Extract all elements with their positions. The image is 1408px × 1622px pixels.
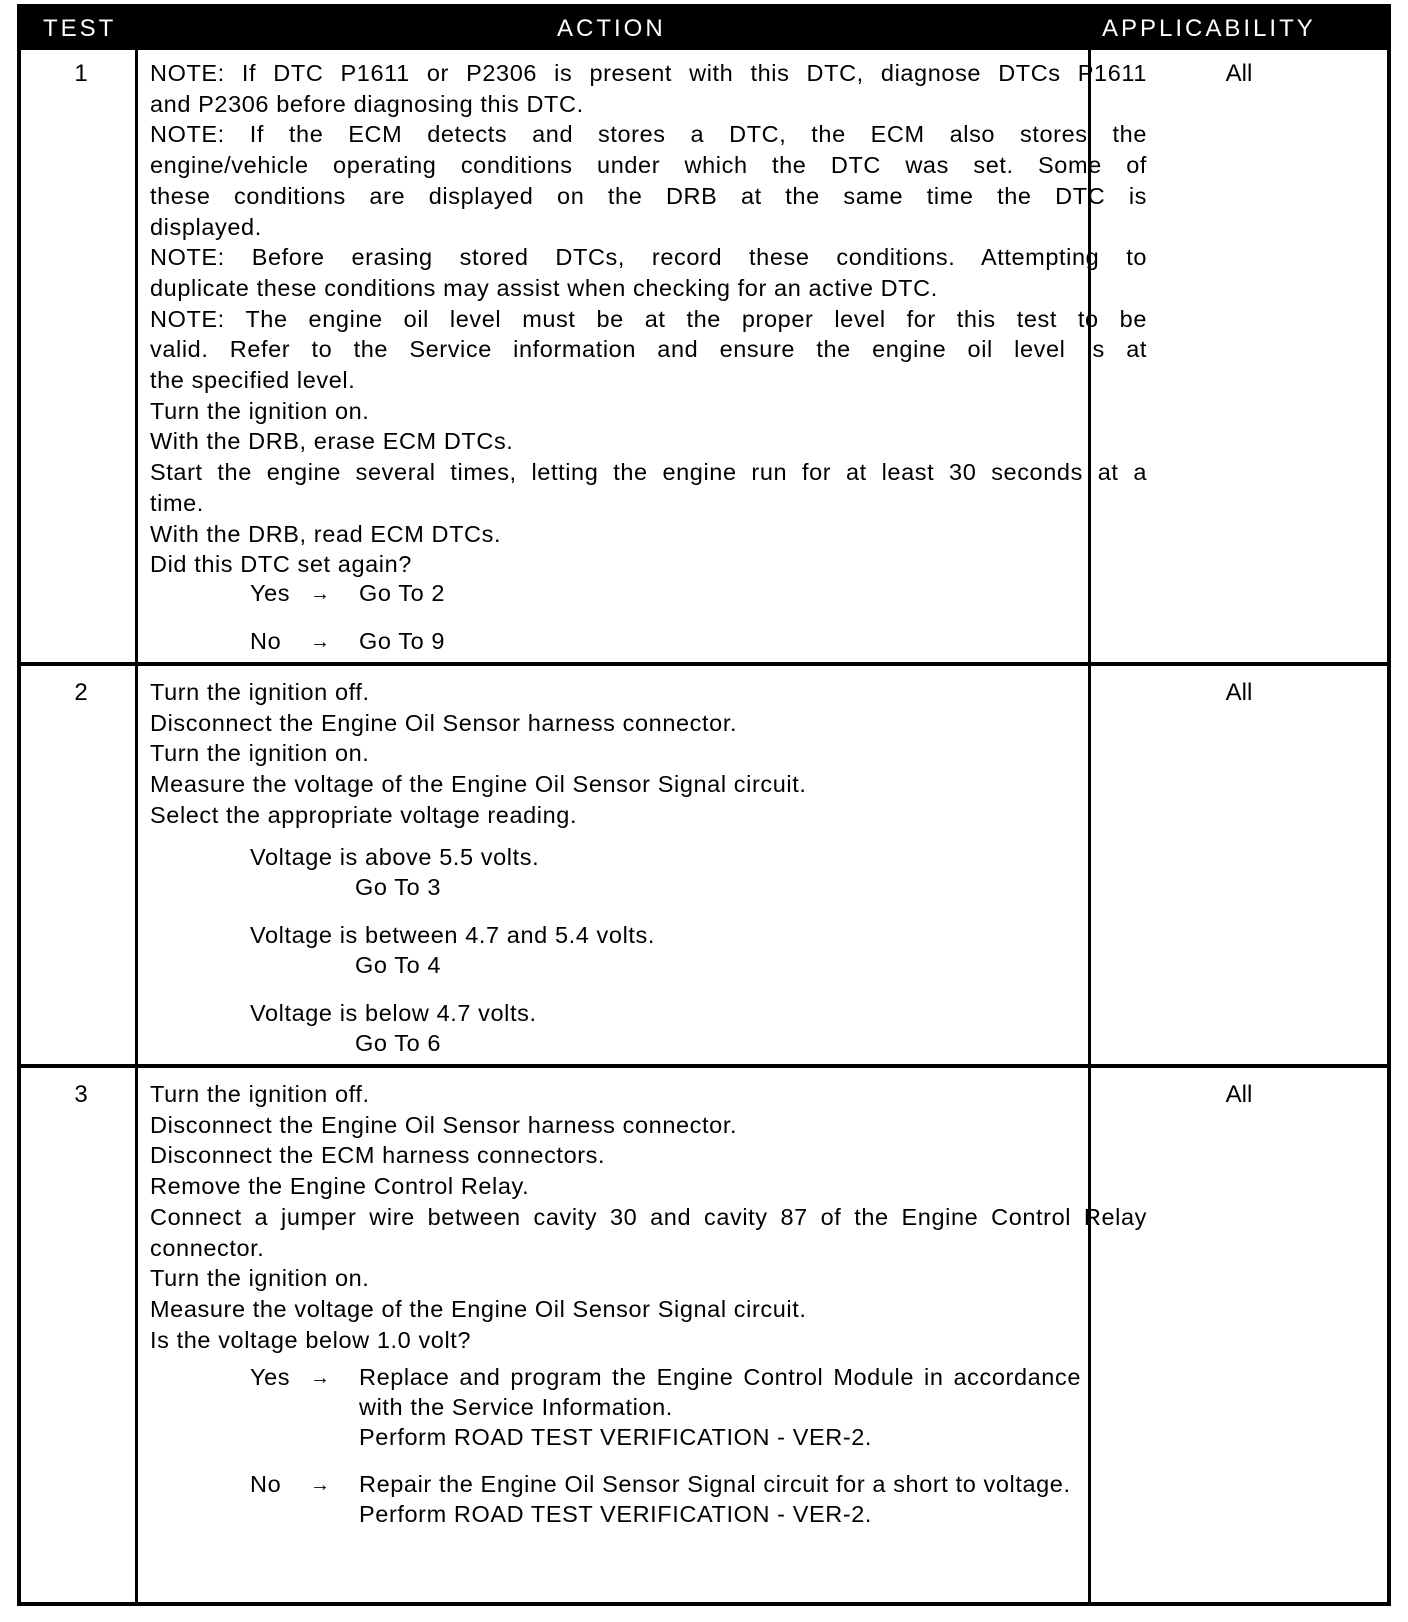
yes-goto: Go To 2 [359, 580, 446, 606]
action-line: NOTE: Before erasing stored DTCs, record these conditions. Attempting to [150, 244, 1147, 271]
test-number: 1 [74, 60, 88, 87]
option-goto: Go To 3 [355, 874, 442, 900]
test-number: 2 [74, 679, 88, 706]
yes-label: Yes [250, 1364, 291, 1390]
action-line: Remove the Engine Control Relay. [150, 1173, 530, 1200]
no-result-line: Repair the Engine Oil Sensor Signal circuit for a short to voltage. [359, 1471, 1071, 1497]
arrow-right-icon: → [310, 1367, 331, 1389]
action-line: Turn the ignition off. [150, 1081, 370, 1107]
diagnostic-table [17, 4, 1391, 1606]
action-line: Disconnect the Engine Oil Sensor harness connector. [150, 1111, 738, 1138]
action-line: NOTE: If DTC P1611 or P2306 is present with this DTC, diagnose DTCs P1611 [150, 60, 1147, 86]
row-divider [21, 662, 1387, 666]
option-label: Voltage is above 5.5 volts. [250, 844, 540, 870]
action-line: Turn the ignition on. [150, 397, 370, 424]
action-line: Turn the ignition on. [150, 1265, 370, 1292]
action-line: engine/vehicle operating conditions under which the DTC was set. Some of [150, 152, 1147, 179]
no-label: No [250, 1471, 282, 1497]
action-line: Turn the ignition off. [150, 679, 370, 705]
action-line: NOTE: If the ECM detects and stores a DTC, the ECM also stores the [150, 121, 1147, 148]
action-text [150, 677, 1147, 831]
yes-result-line: Perform ROAD TEST VERIFICATION - VER-2. [359, 1424, 873, 1450]
action-line: Disconnect the ECM harness connectors. [150, 1142, 606, 1169]
option-label: Voltage is between 4.7 and 5.4 volts. [250, 922, 655, 948]
option-goto: Go To 6 [355, 1030, 442, 1056]
arrow-right-icon: → [310, 631, 331, 653]
no-label: No [250, 628, 282, 654]
action-line: the specified level. [150, 367, 356, 394]
arrow-right-icon: → [310, 1474, 331, 1496]
action-line: With the DRB, read ECM DTCs. [150, 520, 502, 547]
action-text [150, 1079, 1147, 1355]
option-label: Voltage is below 4.7 volts. [250, 1000, 537, 1026]
applicability-value: All [1225, 60, 1253, 87]
applicability-value: All [1225, 679, 1253, 706]
action-line: Disconnect the Engine Oil Sensor harness connector. [150, 709, 738, 736]
action-line: Did this DTC set again? [150, 551, 412, 578]
action-line: time. [150, 489, 204, 516]
header-test: TEST [43, 15, 117, 42]
yes-result-line: Replace and program the Engine Control Module in accordance [359, 1364, 1081, 1390]
action-line: and P2306 before diagnosing this DTC. [150, 90, 584, 117]
action-line: Measure the voltage of the Engine Oil Sensor Signal circuit. [150, 771, 807, 798]
action-line: duplicate these conditions may assist when checking for an active DTC. [150, 274, 938, 301]
applicability-value: All [1225, 1081, 1253, 1108]
branch-yes-no [21, 578, 1081, 658]
action-line: Turn the ignition on. [150, 740, 370, 767]
option-goto: Go To 4 [355, 952, 442, 978]
yes-result-line: with the Service Information. [359, 1394, 673, 1420]
action-line: NOTE: The engine oil level must be at the proper level for this test to be [150, 305, 1147, 332]
branch-yes-no [21, 1362, 1081, 1527]
action-line: Start the engine several times, letting the engine run for at least 30 seconds at a [150, 459, 1147, 486]
table-header [21, 8, 1387, 50]
row-divider [21, 1064, 1387, 1068]
no-result-line: Perform ROAD TEST VERIFICATION - VER-2. [359, 1501, 873, 1527]
action-line: connector. [150, 1234, 265, 1261]
voltage-options [21, 842, 1081, 1062]
test-number: 3 [74, 1081, 88, 1108]
no-goto: Go To 9 [359, 628, 446, 654]
action-line: With the DRB, erase ECM DTCs. [150, 428, 514, 455]
action-line: Is the voltage below 1.0 volt? [150, 1326, 472, 1353]
action-line: valid. Refer to the Service information and ensure the engine oil level is at [150, 336, 1147, 363]
action-line: these conditions are displayed on the DRB at the same time the DTC is [150, 182, 1147, 209]
action-line: Connect a jumper wire between cavity 30 and cavity 87 of the Engine Control Relay [150, 1203, 1147, 1230]
action-line: displayed. [150, 213, 262, 240]
action-line: Select the appropriate voltage reading. [150, 801, 578, 828]
action-text [150, 58, 1147, 580]
header-applicability: APPLICABILITY [1102, 15, 1316, 42]
action-line: Measure the voltage of the Engine Oil Sensor Signal circuit. [150, 1295, 807, 1322]
arrow-right-icon: → [310, 583, 331, 605]
header-action: ACTION [557, 15, 666, 42]
yes-label: Yes [250, 580, 291, 606]
